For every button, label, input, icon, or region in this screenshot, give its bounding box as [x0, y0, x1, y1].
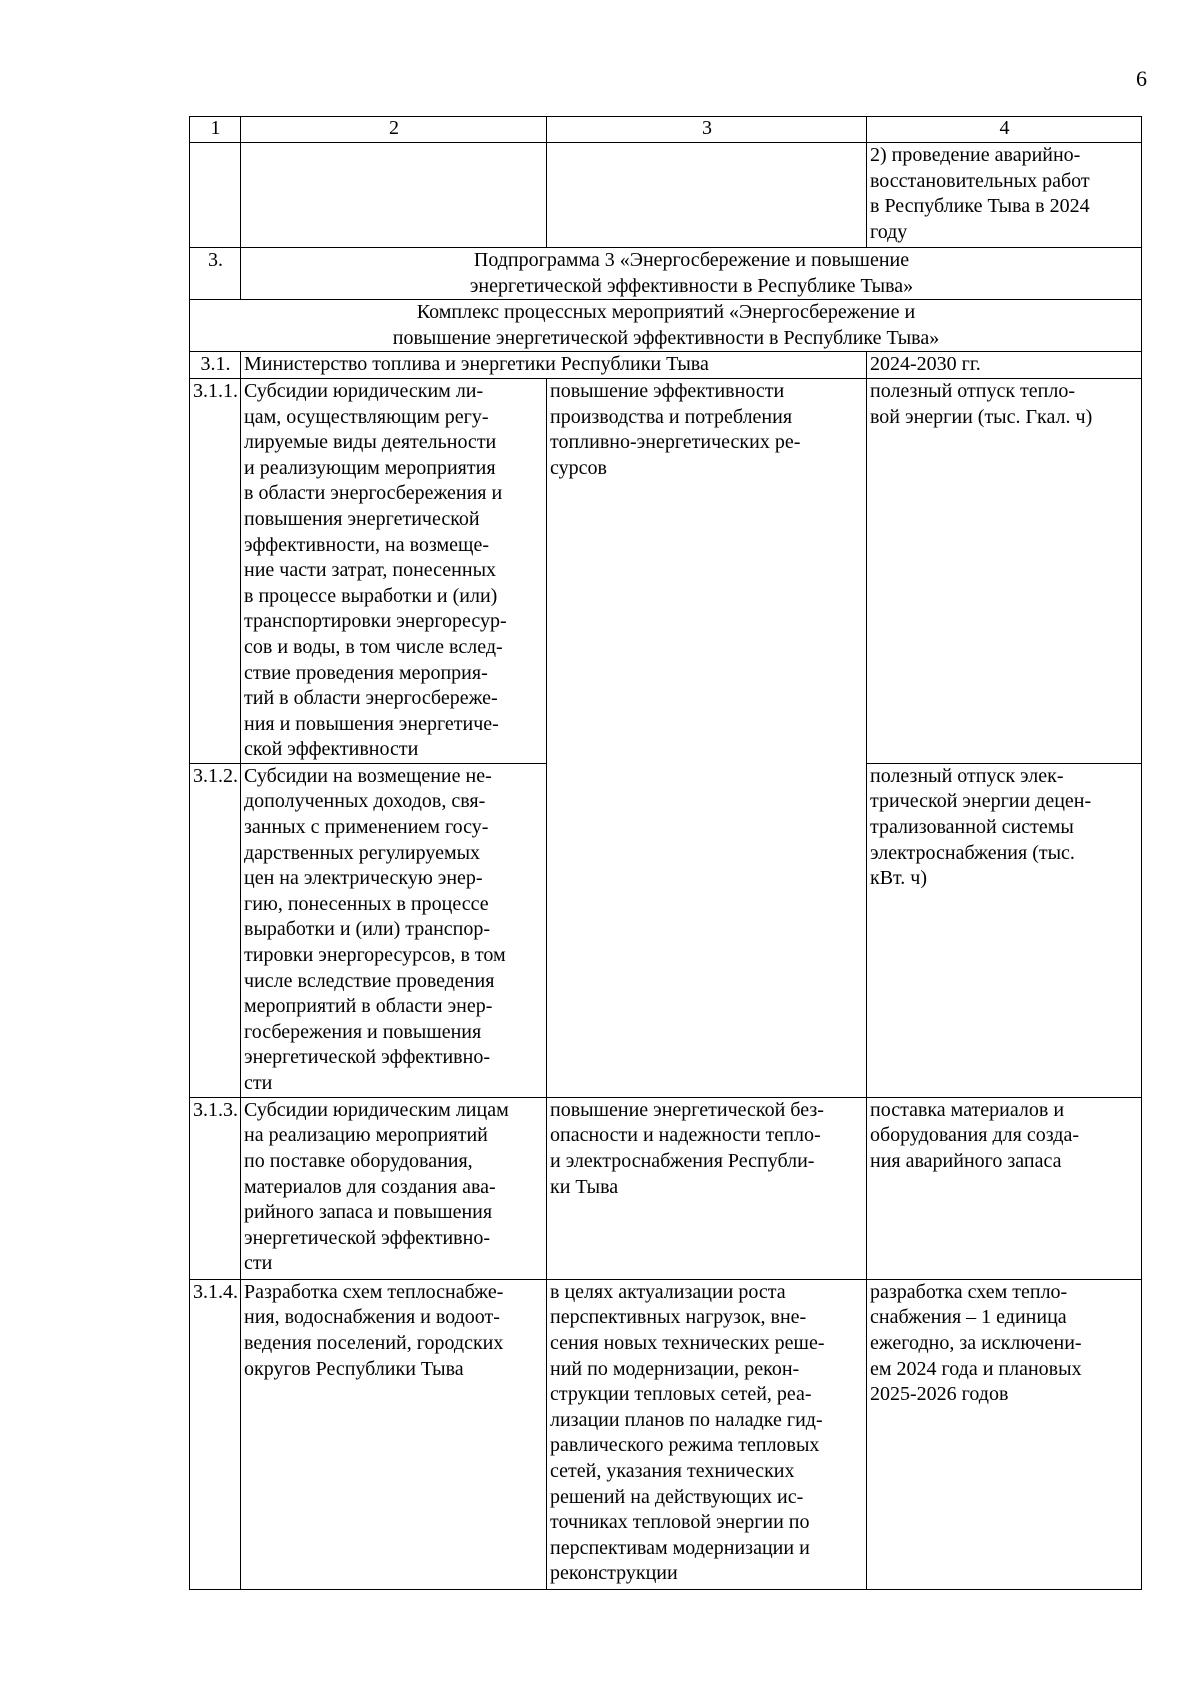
header-col-3: 3: [547, 117, 867, 143]
subprogram-row: [190, 248, 1142, 300]
header-col-4: 4: [867, 117, 1142, 143]
row-number: 3.1.4.: [190, 1279, 241, 1589]
table-row-3-1-4: [190, 1279, 1142, 1589]
row-task: Субсидии на возмещение не- дополученных доходов, свя- занных с применением госу- дарственных регулируемых цен на электрическую энер- гию, понесенных в процессе выработки и (или) транспор- тировки энергоресурсов, в том числе вследствие проведения мероприятий в области энер- госбережения и повышения энергетической эффективно- сти: [241, 763, 547, 1097]
complex-title: Комплекс процессных мероприятий «Энергосбережение и повышение энергетической эффективности в Республике Тыва»: [190, 300, 1142, 352]
row-task: Субсидии юридическим лицам на реализацию мероприятий по поставке оборудования, материалов для создания ава- рийного запаса и повышения энергетической эффективно- сти: [241, 1097, 547, 1279]
subprogram-number: 3.: [190, 248, 241, 300]
section-period: 2024-2030 гг.: [867, 352, 1142, 379]
row-indicator: поставка материалов и оборудования для созда- ния аварийного запаса: [867, 1097, 1142, 1279]
table-row-3-1-3: [190, 1097, 1142, 1279]
continuation-task-cell: [241, 143, 547, 248]
table-row-3-1-1: [190, 378, 1142, 763]
continuation-row: [190, 143, 1142, 248]
row-number: 3.1.1.: [190, 378, 241, 763]
row-task: Субсидии юридическим ли- цам, осуществляющим регу- лируемые виды деятельности и реализующим мероприятия в области энергосбережения и повышения энергетической эффективности, на возмеще- ние части затрат, понесенных в процессе выработки и (или) транспортировки энергоресур- сов и воды, в том числе вслед- ствие проведения мероприя- тий в области энергосбереже- ния и повышения энергетиче- ской эффективности: [241, 378, 547, 763]
row-number: 3.1.3.: [190, 1097, 241, 1279]
row-goal: в целях актуализации роста перспективных нагрузок, вне- сения новых технических реше- ний по модернизации, рекон- струкции тепловых сетей, реа- лизации планов по наладке гид- равлического режима тепловых сетей, указания технических решений на действующих ис- точниках тепловой энергии по перспективам модернизации и реконструкции: [547, 1279, 867, 1589]
row-task: Разработка схем теплоснабже- ния, водоснабжения и водоот- ведения поселений, городских округов Республики Тыва: [241, 1279, 547, 1589]
row-indicator: полезный отпуск элек- трической энергии децен- трализованной системы электроснабжения (тыс. кВт. ч): [867, 763, 1142, 1097]
header-col-2: 2: [241, 117, 547, 143]
row-indicator: разработка схем тепло- снабжения – 1 единица ежегодно, за исключени- ем 2024 года и плановых 2025-2026 годов: [867, 1279, 1142, 1589]
section-responsible: Министерство топлива и энергетики Республики Тыва: [241, 352, 867, 379]
header-col-1: 1: [190, 117, 241, 143]
complex-row: [190, 300, 1142, 352]
continuation-num-cell: [190, 143, 241, 248]
continuation-goal-cell: [547, 143, 867, 248]
section-number: 3.1.: [190, 352, 241, 379]
row-indicator: полезный отпуск тепло- вой энергии (тыс. Гкал. ч): [867, 378, 1142, 763]
row-goal: повышение энергетической без- опасности и надежности тепло- и электроснабжения Республи- ки Тыва: [547, 1097, 867, 1279]
section-row: [190, 352, 1142, 379]
row-number: 3.1.2.: [190, 763, 241, 1097]
continuation-indicator: 2) проведение аварийно- восстановительных работ в Республике Тыва в 2024 году: [867, 143, 1142, 248]
subprogram-title: Подпрограмма 3 «Энергосбережение и повышение энергетической эффективности в Республике Тыва»: [241, 248, 1142, 300]
page-number: 6: [1136, 66, 1147, 91]
row-goal: повышение эффективности производства и потребления топливно-энергетических ре- сурсов: [547, 378, 867, 1097]
measures-table: [189, 116, 1142, 1590]
table-header-row: [190, 117, 1142, 143]
